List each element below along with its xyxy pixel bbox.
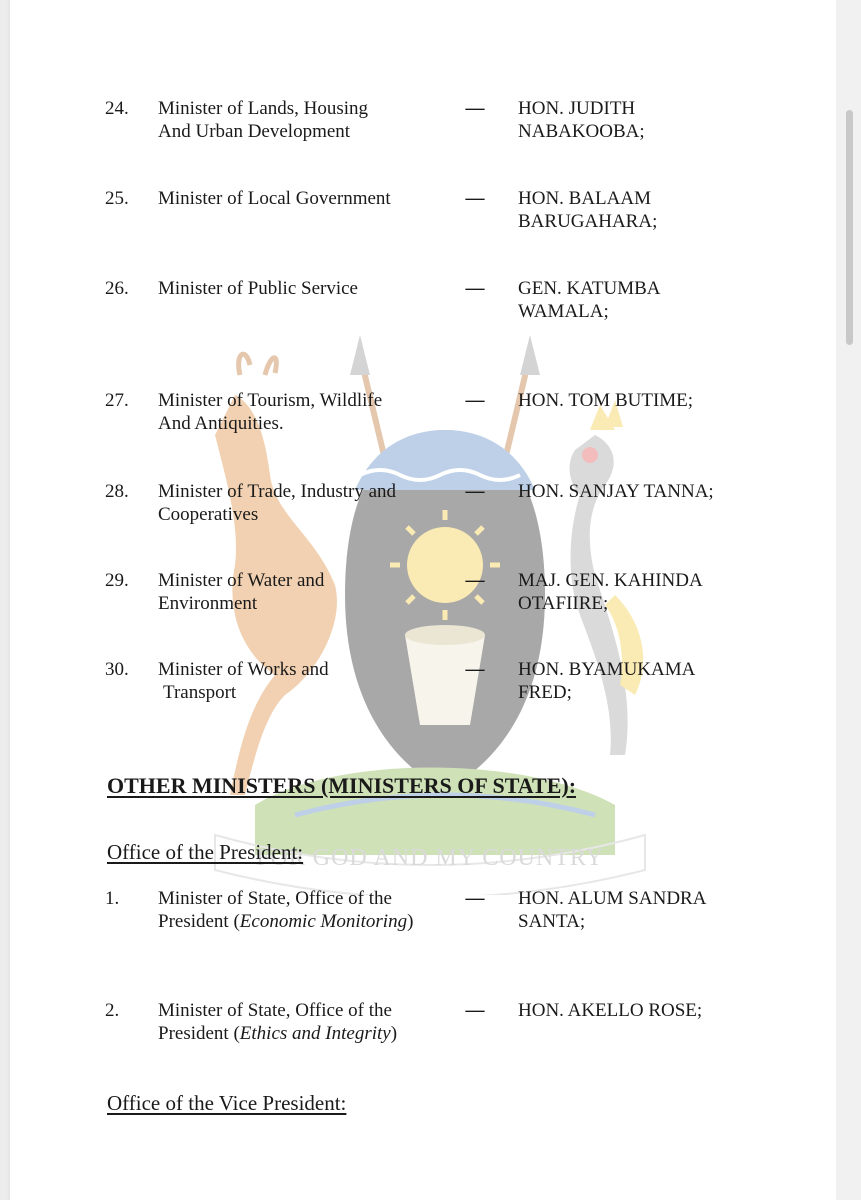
minister-title-line bbox=[158, 1022, 463, 1045]
minister-title bbox=[158, 887, 463, 933]
minister-title-line: Minister of Public Service bbox=[158, 278, 358, 299]
minister-name-line: HON. BALAAM bbox=[518, 188, 651, 209]
item-number: 24. bbox=[105, 98, 129, 119]
item-number: 26. bbox=[105, 278, 129, 299]
minister-title-line bbox=[158, 910, 463, 933]
separator-dash: — bbox=[465, 98, 485, 119]
section-heading: OTHER MINISTERS (MINISTERS OF STATE): bbox=[107, 773, 577, 798]
minister-name-line: HON. SANJAY TANNA; bbox=[518, 481, 714, 502]
minister-name-line: MAJ. GEN. KAHINDA bbox=[518, 570, 703, 591]
item-number: 30. bbox=[105, 659, 129, 680]
title-text: ) bbox=[407, 911, 414, 932]
minister-title bbox=[158, 97, 463, 143]
separator-dash: — bbox=[465, 390, 485, 411]
minister-name bbox=[518, 187, 778, 233]
minister-name bbox=[518, 999, 778, 1022]
separator-dash: — bbox=[465, 888, 485, 909]
minister-title-line: Environment bbox=[158, 593, 258, 614]
minister-name bbox=[518, 97, 778, 143]
minister-title-line: Minister of Lands, Housing bbox=[158, 98, 369, 119]
minister-name bbox=[518, 389, 778, 412]
minister-title bbox=[158, 569, 463, 615]
document-page bbox=[10, 0, 836, 1200]
minister-name bbox=[518, 480, 778, 503]
minister-title-line: Minister of Local Government bbox=[158, 188, 391, 209]
separator-dash: — bbox=[465, 659, 485, 680]
minister-name-line: WAMALA; bbox=[518, 301, 609, 322]
minister-name bbox=[518, 887, 778, 933]
minister-name-line: SANTA; bbox=[518, 911, 586, 932]
item-number: 28. bbox=[105, 481, 129, 502]
title-text: ) bbox=[390, 1023, 398, 1044]
separator-dash: — bbox=[465, 188, 485, 209]
minister-title-line: Cooperatives bbox=[158, 504, 259, 525]
scrollbar-thumb[interactable] bbox=[846, 110, 853, 345]
title-italic-text: Economic Monitoring bbox=[239, 911, 408, 932]
minister-title-line: Minister of Water and bbox=[158, 570, 325, 591]
title-italic-text: Ethics and Integrity bbox=[239, 1023, 391, 1044]
minister-title-line: And Urban Development bbox=[158, 121, 351, 142]
separator-dash: — bbox=[465, 481, 485, 502]
minister-title-line: Minister of Trade, Industry and bbox=[158, 481, 397, 502]
separator-dash: — bbox=[465, 278, 485, 299]
minister-title-line: Minister of Works and bbox=[158, 659, 329, 680]
office-heading: Office of the President: bbox=[107, 840, 304, 864]
minister-name bbox=[518, 569, 778, 615]
minister-name-line: HON. BYAMUKAMA bbox=[518, 659, 696, 680]
minister-name-line: NABAKOOBA; bbox=[518, 121, 645, 142]
item-number: 1. bbox=[105, 888, 120, 909]
minister-title bbox=[158, 389, 463, 435]
minister-name-line: HON. JUDITH bbox=[518, 98, 636, 119]
title-text: President ( bbox=[158, 911, 240, 932]
item-number: 2. bbox=[105, 1000, 120, 1021]
separator-dash: — bbox=[465, 570, 485, 591]
item-number: 29. bbox=[105, 570, 129, 591]
title-text: President ( bbox=[158, 1023, 240, 1044]
motto-text: FOR GOD AND MY COUNTRY bbox=[256, 845, 604, 871]
office-heading: Office of the Vice President: bbox=[107, 1091, 347, 1115]
minister-title-line: Minister of Tourism, Wildlife bbox=[158, 390, 383, 411]
minister-title bbox=[158, 187, 463, 210]
minister-name-line: GEN. KATUMBA bbox=[518, 278, 661, 299]
minister-name-line: BARUGAHARA; bbox=[518, 211, 658, 232]
minister-title bbox=[158, 480, 463, 526]
minister-name bbox=[518, 658, 778, 704]
minister-title-line: Transport bbox=[163, 682, 237, 703]
item-number: 25. bbox=[105, 188, 129, 209]
minister-title-line: Minister of State, Office of the bbox=[158, 888, 392, 909]
minister-title-line: And Antiquities. bbox=[158, 413, 284, 434]
scrollbar[interactable] bbox=[836, 0, 861, 1200]
minister-title bbox=[158, 658, 463, 704]
minister-name bbox=[518, 277, 778, 323]
minister-name-line: FRED; bbox=[518, 682, 572, 703]
minister-title bbox=[158, 999, 463, 1045]
minister-name-line: HON. TOM BUTIME; bbox=[518, 390, 694, 411]
minister-name-line: OTAFIIRE; bbox=[518, 593, 609, 614]
item-number: 27. bbox=[105, 390, 129, 411]
minister-name-line: HON. AKELLO ROSE; bbox=[518, 1000, 703, 1021]
minister-title-line: Minister of State, Office of the bbox=[158, 1000, 392, 1021]
minister-name-line: HON. ALUM SANDRA bbox=[518, 888, 707, 909]
separator-dash: — bbox=[465, 1000, 485, 1021]
minister-title bbox=[158, 277, 463, 300]
